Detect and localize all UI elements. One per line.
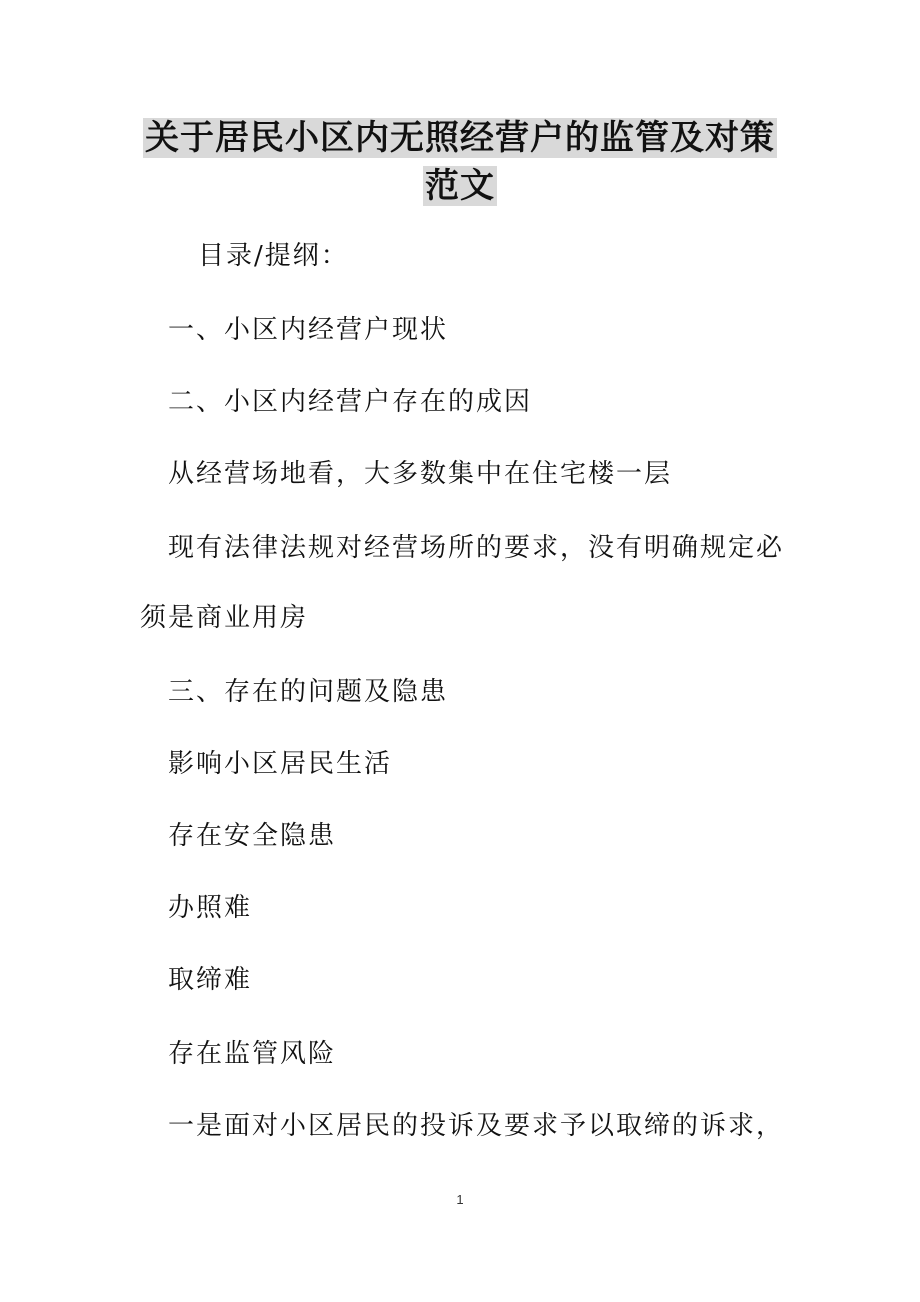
paragraph-line: 存在安全隐患 <box>168 821 337 851</box>
paragraph-line: 影响小区居民生活 <box>168 749 393 779</box>
document-title-line-2 <box>0 164 920 208</box>
toc-heading: 目录/提纲： <box>198 241 349 271</box>
paragraph-line: 办照难 <box>168 893 253 923</box>
paragraph-line: 从经营场地看，大多数集中在住宅楼一层 <box>168 459 673 489</box>
paragraph-line: 存在监管风险 <box>168 1039 337 1069</box>
paragraph-line-continued: 须是商业用房 <box>140 603 309 633</box>
title-text-2: 范文 <box>425 166 495 206</box>
section-heading-3: 三、存在的问题及隐患 <box>168 677 449 707</box>
paragraph-line: 现有法律法规对经营场所的要求，没有明确规定必 <box>168 533 785 563</box>
paragraph-line: 一是面对小区居民的投诉及要求予以取缔的诉求， <box>168 1111 785 1141</box>
page-number: 1 <box>456 1192 464 1207</box>
section-heading-2: 二、小区内经营户存在的成因 <box>168 387 533 417</box>
paragraph-line: 取缔难 <box>168 965 253 995</box>
document-title-line-1 <box>0 116 920 160</box>
title-text-1: 关于居民小区内无照经营户的监管及对策 <box>145 118 775 158</box>
section-heading-1: 一、小区内经营户现状 <box>168 315 449 345</box>
